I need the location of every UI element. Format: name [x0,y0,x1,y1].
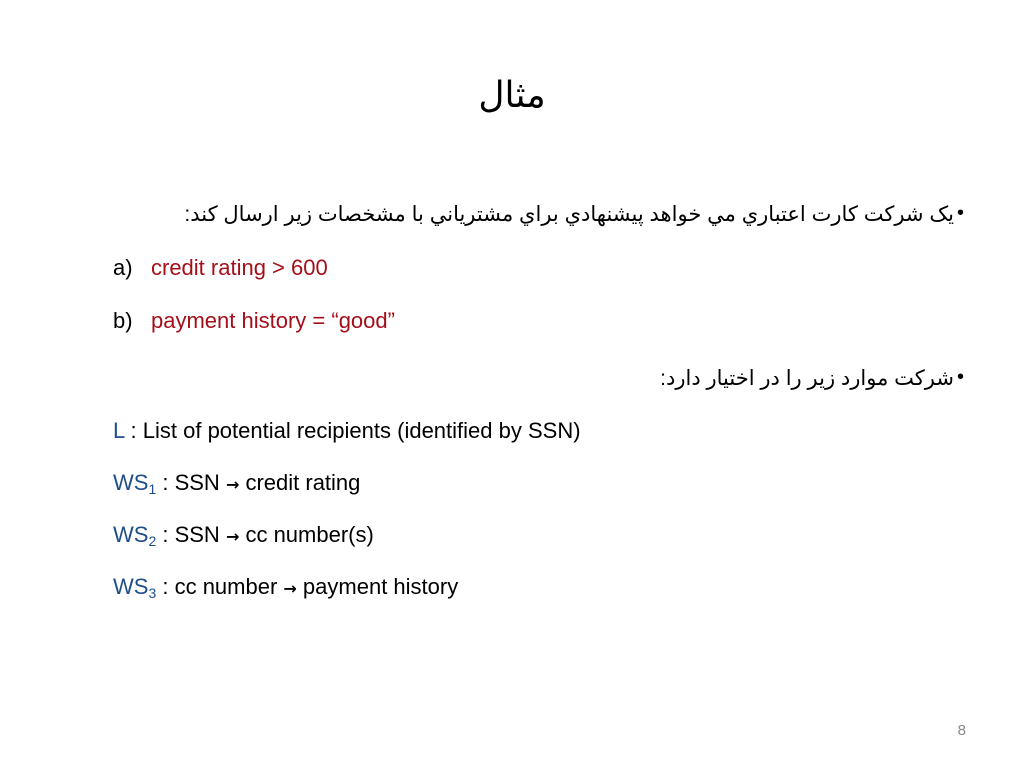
ws1-input: : SSN [156,470,226,495]
ws2-name [113,522,156,547]
ws3-name-text: WS [113,574,149,599]
condition-b-marker: b) [113,308,133,333]
page-number: 8 [957,722,966,739]
ws2-name-text: WS [113,522,149,547]
arrow-right-icon: → [283,579,297,598]
ws3-subscript: 3 [148,585,157,601]
ws3-output: payment history [296,574,459,599]
condition-b-text: payment history = “good” [151,308,395,333]
ws2-input: : SSN [156,522,226,547]
condition-a-marker: a) [113,255,133,280]
condition-b [113,306,395,336]
ws3-name [113,574,156,599]
slide-title: مثال [478,74,546,115]
arrow-right-icon: → [225,527,240,546]
ws3-input: : cc number [156,574,284,599]
ws1-output: credit rating [239,470,361,495]
condition-a [113,253,328,283]
list-l-description: : List of potential recipients (identified by SSN) [124,418,581,443]
bullet-icon: • [956,366,964,388]
ws1-subscript: 1 [148,481,157,497]
list-l-name: L [113,418,125,443]
ws1-line [113,468,360,500]
ws2-line [113,520,374,552]
ws1-name [113,470,156,495]
arrow-right-icon: → [225,475,240,494]
ws2-output: cc number(s) [239,522,374,547]
bullet-icon: • [956,202,964,224]
bullet-text-resources: شرکت موارد زير را در اختيار دارد: [660,367,954,390]
ws1-name-text: WS [113,470,149,495]
bullet-text-offer: یک شرکت کارت اعتباري مي خواهد پيشنهادي براي مشترياني با مشخصات زير ارسال کند: [184,203,954,226]
ws2-subscript: 2 [148,533,157,549]
condition-a-text: credit rating > 600 [151,255,328,280]
list-l-line [113,416,581,446]
ws3-line [113,572,458,604]
